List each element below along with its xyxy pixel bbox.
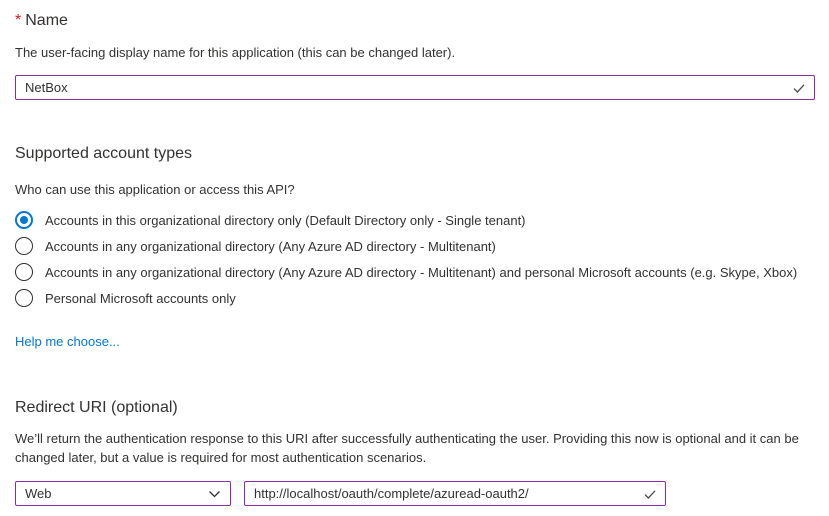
- account-types-title: Supported account types: [15, 145, 193, 162]
- radio-button-icon[interactable]: [15, 211, 33, 229]
- radio-button-icon[interactable]: [15, 263, 33, 281]
- redirect-uri-row: [15, 481, 815, 506]
- radio-button-icon[interactable]: [15, 237, 33, 255]
- name-title-text: Name: [25, 12, 68, 29]
- required-asterisk: *: [15, 12, 22, 29]
- radio-option-multitenant-personal[interactable]: [15, 259, 815, 285]
- name-input[interactable]: [16, 76, 814, 99]
- radio-button-icon[interactable]: [15, 289, 33, 307]
- chevron-down-icon: [207, 486, 222, 501]
- redirect-uri-input[interactable]: [245, 482, 665, 505]
- radio-option-label: Accounts in this organizational directory only (Default Directory only - Single tenant): [45, 212, 526, 228]
- platform-select-value: Web: [25, 486, 52, 501]
- radio-option-label: Accounts in any organizational directory (Any Azure AD directory - Multitenant): [45, 238, 496, 254]
- radio-option-multitenant[interactable]: [15, 233, 815, 259]
- account-types-radio-group: [15, 207, 815, 311]
- name-section-title: [15, 10, 815, 31]
- name-field-container: [15, 75, 815, 100]
- redirect-uri-title: Redirect URI (optional): [15, 399, 178, 416]
- radio-option-label: Personal Microsoft accounts only: [45, 290, 236, 306]
- radio-option-personal-only[interactable]: [15, 285, 815, 311]
- redirect-uri-description: We’ll return the authentication response to this URI after successfully authenticating the user. Providing this now is optional and it can be changed later, but a value is required for most authentication scenarios.: [15, 431, 799, 465]
- valid-checkmark-icon: [791, 80, 807, 96]
- help-me-choose-link[interactable]: Help me choose...: [15, 334, 120, 349]
- uri-field-container: [244, 481, 666, 506]
- account-types-question: Who can use this application or access this API?: [15, 182, 295, 197]
- name-description: The user-facing display name for this application (this can be changed later).: [15, 45, 456, 60]
- radio-option-single-tenant[interactable]: [15, 207, 815, 233]
- platform-select-dropdown[interactable]: [15, 481, 231, 506]
- radio-option-label: Accounts in any organizational directory (Any Azure AD directory - Multitenant) and personal Microsoft accounts (e.g. Skype, Xbox): [45, 264, 798, 280]
- valid-checkmark-icon: [642, 486, 658, 502]
